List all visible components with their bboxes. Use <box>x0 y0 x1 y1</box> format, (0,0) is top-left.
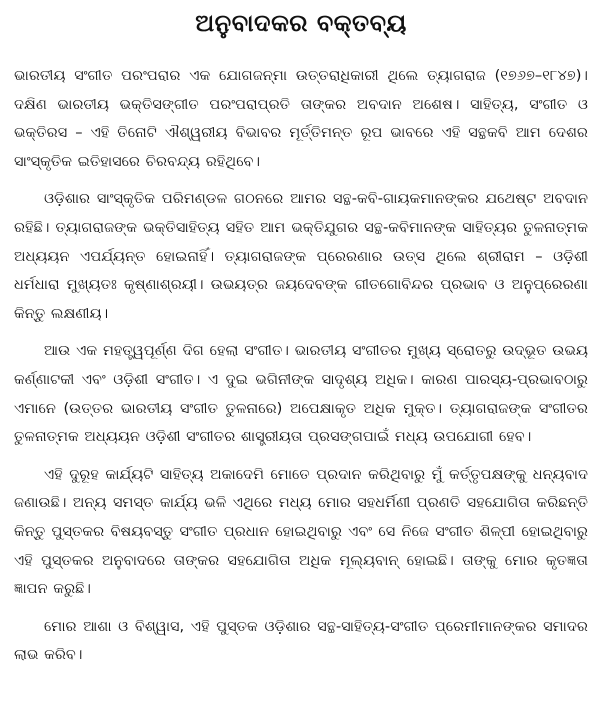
paragraph-closing: ମୋର ଆଶା ଓ ବିଶ୍ୱାସ, ଏହି ପୁସ୍ତକ ଓଡ଼ିଶାର ସନ୍ଥ-ସାହିତ୍ୟ-ସଂଗୀତ ପ୍ରେମୀମାନଙ୍କର ସମାଦର ଲାଭ କରିବ। <box>14 617 588 664</box>
paragraph-intro: ଭାରତୀୟ ସଂଗୀତ ପରଂପରାର ଏକ ଯୋଗଜନ୍ମା ଉତ୍ତରାଧିକାରୀ ଥିଲେ ତ୍ୟାଗରାଜ (୧୭୬୭–୧୮୪୭)। ଦକ୍ଷିଣ ଭାରତୀୟ ଭକ୍ତିସଙ୍ଗୀତ ପରଂପରାପ୍ରତି ତାଙ୍କର ଅବଦାନ ଅଶେଷ। ସାହିତ୍ୟ, ସଂଗୀତ ଓ ଭକ୍ତିରସ – ଏହି ତିନୋଟି ଐଶ୍ୱରୀୟ ବିଭାବର ମୂର୍ତ୍ତିମନ୍ତ ରୂପ ଭାବରେ ଏହି ସନ୍ଥକବି ଆମ ଦେଶର ସାଂସ୍କୃତିକ ଇତିହାସରେ ଚିରବନ୍ଦ୍ୟ ରହିଥିବେ। <box>14 67 588 170</box>
paragraph-odisha-culture: ଓଡ଼ିଶାର ସାଂସ୍କୃତିକ ପରିମଣ୍ଡଳ ଗଠନରେ ଆମର ସନ୍ଥ-କବି-ଗାୟକମାନଙ୍କର ଯଥେଷ୍ଟ ଅବଦାନ ରହିଛି। ତ୍ୟାଗରାଜଙ୍କ ଭକ୍ତିସାହିତ୍ୟ ସହିତ ଆମ ଭକ୍ତିଯୁଗର ସନ୍ଥ-କବିମାନଙ୍କ ସାହିତ୍ୟର ତୁଳନାତ୍ମକ ଅଧ୍ୟୟନ ଏପର୍ଯ୍ୟନ୍ତ ହୋଇନାହିଁ। ତ୍ୟାଗରାଜଙ୍କ ପ୍ରେରଣାର ଉତ୍ସ ଥିଲେ ଶ୍ରୀରାମ – ଓଡ଼ିଶୀ ଧର୍ମଧାରା ମୁଖ୍ୟତଃ କୃଷ୍ଣାଶ୍ରୟୀ। ଉଭୟତ୍ର ଜୟଦେବଙ୍କ ଗୀତଗୋବିନ୍ଦର ପ୍ରଭାବ ଓ ଅନୁପ୍ରେରଣା କିନ୍ତୁ ଲକ୍ଷଣୀୟ। <box>14 190 588 322</box>
paragraph-acknowledgement: ଏହି ଦୁରୂହ କାର୍ଯ୍ୟଟି ସାହିତ୍ୟ ଅକାଦେମି ମୋତେ ପ୍ରଦାନ କରିଥିବାରୁ ମୁଁ କର୍ତ୍ତୃପକ୍ଷଙ୍କୁ ଧନ୍ୟବାଦ ଜଣାଉଛି। ଅନ୍ୟ ସମସ୍ତ କାର୍ଯ୍ୟ ଭଳି ଏଥିରେ ମଧ୍ୟ ମୋର ସହଧର୍ମିଣୀ ପ୍ରଣତି ସହଯୋଗିତା କରିଛନ୍ତି କିନ୍ତୁ ପୁସ୍ତକର ବିଷୟବସ୍ତୁ ସଂଗୀତ ପ୍ରଧାନ ହୋଇଥିବାରୁ ଏବଂ ସେ ନିଜେ ସଂଗୀତ ଶିଳ୍ପୀ ହୋଇଥିବାରୁ ଏହି ପୁସ୍ତକର ଅନୁବାଦରେ ତାଙ୍କର ସହଯୋଗିତା ଅଧିକ ମୂଲ୍ୟବାନ୍ ହୋଇଛି। ତାଙ୍କୁ ମୋର କୃତଜ୍ଞତା ଜ୍ଞାପନ କରୁଛି। <box>14 465 588 598</box>
page-title: ଅନୁବାଦକର ବକ୍ତବ୍ୟ <box>195 9 407 37</box>
paragraph-music: ଆଉ ଏକ ମହତ୍ତ୍ୱପୂର୍ଣ୍ଣ ଦିଗ ହେଲା ସଂଗୀତ। ଭାରତୀୟ ସଂଗୀତର ମୁଖ୍ୟ ସ୍ରୋତରୁ ଉଦ୍ଭୂତ ଉଭୟ କର୍ଣ୍ଣାଟକୀ ଏବଂ ଓଡ଼ିଶୀ ସଂଗୀତ। ଏ ଦୁଇ ଭଗିନୀଙ୍କ ସାଦୃଶ୍ୟ ଅଧିକ। କାରଣ ପାରସ୍ୟ-ପ୍ରଭାବଠାରୁ ଏମାନେ (ଉତ୍ତର ଭାରତୀୟ ସଂଗୀତ ତୁଳନାରେ) ଅପେକ୍ଷାକୃତ ଅଧିକ ମୁକ୍ତ। ତ୍ୟାଗରାଜଙ୍କ ସଂଗୀତର ତୁଳନାତ୍ମକ ଅଧ୍ୟୟନ ଓଡ଼ିଶୀ ସଂଗୀତର ଶାସ୍ତ୍ରୀୟତା ପ୍ରସଙ୍ଗପାଇଁ ମଧ୍ୟ ଉପଯୋଗୀ ହେବ। <box>14 342 588 446</box>
